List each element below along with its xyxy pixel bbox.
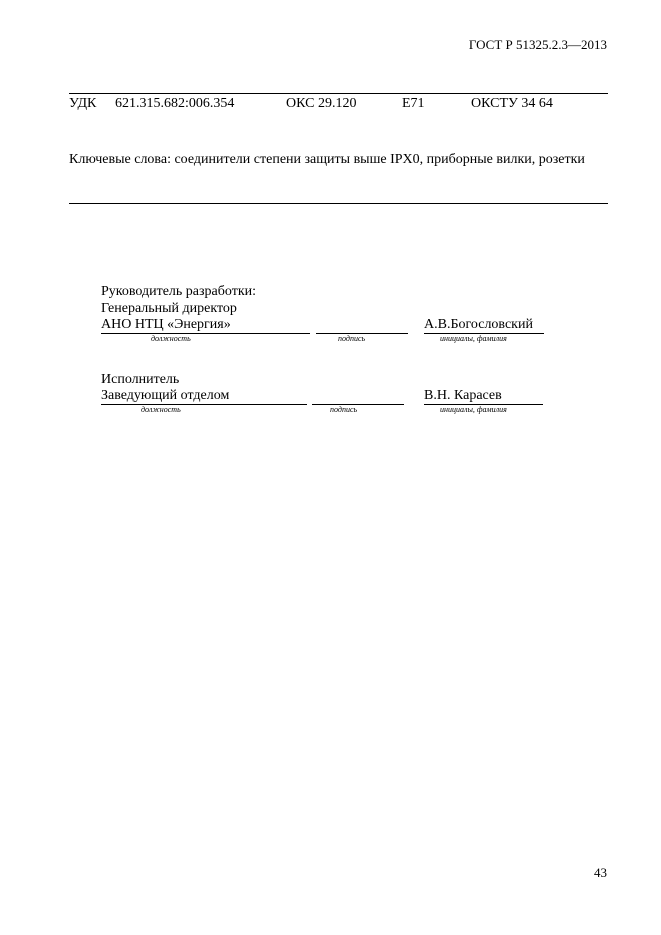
developer-signature-caption: подпись — [338, 334, 366, 343]
top-divider — [69, 93, 608, 94]
executor-position-field: Заведующий отделом — [101, 388, 307, 405]
executor-position-caption: должность — [141, 405, 181, 414]
udk-label: УДК — [69, 96, 97, 111]
okstu-code: ОКСТУ 34 64 — [471, 96, 553, 111]
executor-name-caption: инициалы, фамилия — [440, 405, 507, 414]
developer-name-caption: инициалы, фамилия — [440, 334, 507, 343]
developer-title: Генеральный директор — [101, 301, 237, 316]
keywords-paragraph: Ключевые слова: соединители степени защиты выше IPX0, приборные вилки, розетки — [69, 152, 585, 167]
executor-signature-caption: подпись — [330, 405, 358, 414]
classification-row — [69, 96, 608, 114]
executor-name-field: В.Н. Карасев — [424, 388, 543, 405]
e-code: Е71 — [402, 96, 425, 111]
developer-name-field: А.В.Богословский — [424, 317, 544, 334]
developer-signature-field — [316, 317, 408, 334]
executor-heading: Исполнитель — [101, 372, 180, 387]
page-number: 43 — [594, 865, 607, 880]
standard-code: ГОСТ Р 51325.2.3—2013 — [468, 37, 607, 52]
developer-position-caption: должность — [151, 334, 191, 343]
developer-organization-field: АНО НТЦ «Энергия» — [101, 317, 310, 334]
developer-heading: Руководитель разработки: — [101, 284, 257, 299]
oks-code: ОКС 29.120 — [286, 96, 357, 111]
bottom-divider — [69, 203, 608, 204]
udk-value: 621.315.682:006.354 — [115, 96, 235, 111]
executor-signature-field — [312, 388, 404, 405]
